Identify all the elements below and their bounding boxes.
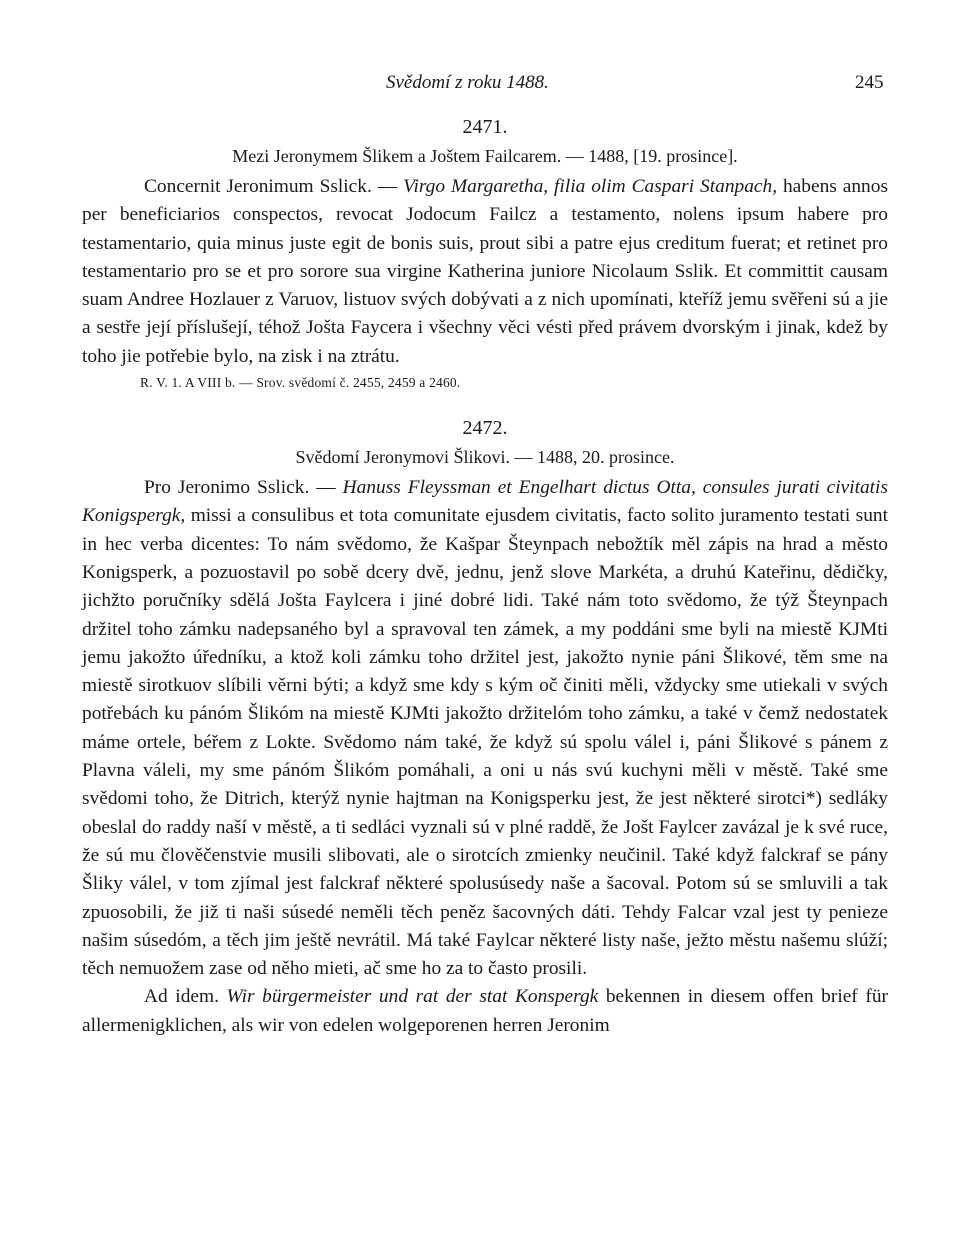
page-header (0, 72, 960, 100)
archive-reference: R. V. 1. A VIII b. — Srov. svědomí č. 2455, 2459 a 2460. (140, 375, 461, 391)
entry-summary: Svědomí Jeronymovi Šlikovi. — 1488, 20. prosince. (295, 447, 675, 468)
paragraph-italic: Hanuss Fleyssman et Engelhart dictus Otta, consules jurati civitatis Konigspergk, (82, 477, 888, 527)
page-number: 245 (855, 72, 884, 93)
entry-paragraph (82, 983, 888, 1040)
entry-number: 2471. (462, 116, 508, 138)
entry-2471 (82, 112, 888, 395)
paragraph-lead: Ad idem. (144, 986, 227, 1008)
paragraph-text: bekennen in diesem offen brief für allermenigklichen, als wir von edelen wolgeporenen herren Jeronim (82, 986, 888, 1036)
paragraph-italic: Virgo Margaretha, filia olim Caspari Stanpach, (403, 176, 778, 197)
entry-2472 (82, 413, 888, 1040)
page-body (82, 112, 888, 1040)
paragraph-italic: Wir bürgermeister und rat der stat Konspergk (226, 986, 599, 1008)
entry-number: 2472. (462, 417, 508, 440)
paragraph-text: missi a consulibus et tota comunitate ejusdem civitatis, facto solito juramento testati sunt in hec verba dicentes: To nám svědomo, že Kašpar Šteynpach nebožtík měl zápis na hrad a město Konigsperk, a pozuostavil po sobě dcery dvě, jednu, jenž slove Markéta, a druhú Kateřinu, dědičky, jichžto poručníky sdělá Jošta Faylcera i jiné dobré lidi. Také nám toto svědomo, že týž Šteynpach držitel toho zámku nadepsaného byl a spravoval ten zámek, a my poddáni sme byli na miestě KJMti jemu jakožto úředníku, a ktož koli zámku toho držitel jest, jakožto nynie páni Šlikové, těm sme na miestě sirotkuov slíbili věrni býti; a když sme kdy s kým oč činiti měli, vždycky sme utiekali v svých potřebách ku pánóm Šlikóm na miestě KJMti jakožto držitelóm toho zámku, a také v čemž nedostatek máme ortele, béřem z Lokte. Svědomo nám také, že když sú spolu válel i, páni Šlikové s pánem z Plavna váleli, my sme pánóm Šlikóm pomáhali, a oni u nás svú kuchyni měli v městě. Také sme svědomi toho, že Ditrich, kterýž nynie hajtman na Konigsperku jest, že jest některé sirotci*) sedláky obeslal do raddy naší v městě, a ti sedláci vyznali sú v plné raddě, že Jošt Faylcer zavázal je k své ruce, že sú mu člověčenstvie musili slibovati, ale o sirotcích zmienky neučinil. Také když falckraf se pány Šliky válel, v tom zjímal jest falckraf některé spolusúsedy naše a šacoval. Potom sú se smluvili a tak zpuosobili, že již ti naši súsedé neměli těch peněz šacovných dáti. Tehdy Falcar vzal jest ty penieze našim súsedóm, a těch jim ještě nevrátil. Má také Faylcar některé listy naše, ježto městu našemu slúží; těch nemuožem zase od něho mieti, ač sme ho za to často prosili. (82, 505, 888, 980)
paragraph-text: habens annos per beneficiarios conspectos, revocat Jodocum Failcz a testamento, nolens ipsum habere pro testamentario, quia minus juste egit de bonis suis, prout sibi a patre ejus creditum fuerat; et retinet pro testamentario pro se et pro sorore sua virgine Katherina juniore Nicolaum Sslik. Et committit causam suam Andree Hozlauer z Varuov, listuov svých dobývati a z nich upomínati, kteříž jemu svěřeni sú a jie a sestře její příslušejí, téhož Jošta Faycera i všechny věci vésti před právem dvorským i jinak, kdež by toho jie potřebie bylo, na zisk i na ztrátu. (82, 176, 888, 367)
paragraph-lead: Pro Jeronimo Sslick. — (144, 477, 343, 499)
entry-summary: Mezi Jeronymem Šlikem a Joštem Failcarem. — 1488, [19. prosince]. (232, 146, 738, 166)
entry-paragraph (82, 173, 888, 371)
running-title: Svědomí z roku 1488. (386, 72, 549, 93)
paragraph-lead: Concernit Jeronimum Sslick. — (144, 176, 404, 197)
entry-paragraph (82, 474, 888, 983)
